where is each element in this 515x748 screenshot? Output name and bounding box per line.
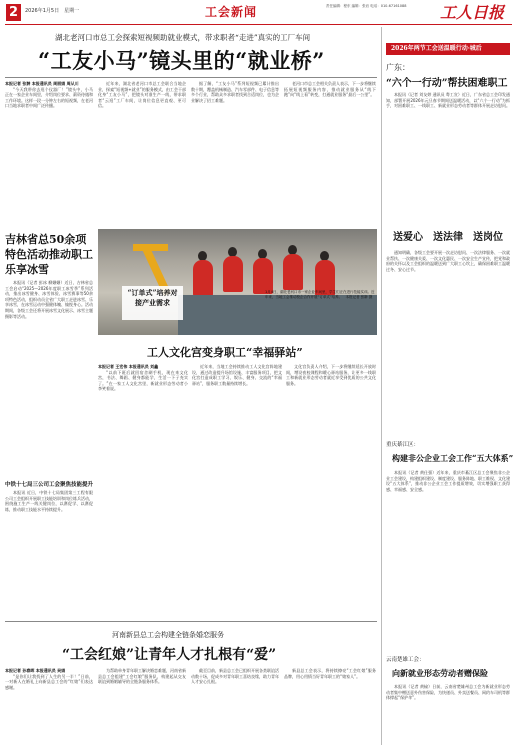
main-article-column (284, 81, 376, 225)
yunnan-article-body (386, 684, 510, 746)
mid-article-column (98, 364, 188, 536)
article-paragraph: 本报讯 近日，中铁十七局集团第三工程有限公司工会组织开展职工技能培训和岗位练兵活动，围绕施工生产一线关键岗位，以赛促学、以赛促练，推动职工技能水平持续提升。 (5, 490, 93, 512)
guangdong-article-body (386, 250, 510, 434)
issue-date: 2026年1月5日 星期一 (25, 8, 80, 14)
worker-figure (283, 254, 303, 290)
main-article-column (5, 81, 93, 225)
mid-article-column (192, 364, 282, 536)
training-workbench (178, 295, 377, 335)
article-paragraph: 本报讯（记者 彭冰 柳姗姗）近日，吉林省总工会启动“2025—2026年度职工冰雪季”系列活动，推出冰雪健身、冰雪体验、冰雪赛事等50余项特色活动，组织动员全省广大职工走进冰雪、乐享冰雪，在冰雪运动中强健体魄、愉悦身心。活动期间，各级工会还将开展冰雪文化展示、冰雪主题摄影等活动。 (5, 280, 93, 319)
article-paragraph: 截至目前，新县总工会已组织开展各类联谊活动数十场，促成多对青年职工喜结良缘，助力青年人才安心扎根。 (191, 668, 279, 685)
yunnan-headline: 向新就业形态劳动者赠保险 (392, 668, 488, 678)
guangdong-article-body (386, 92, 510, 222)
main-article-column (98, 81, 186, 225)
mid-article-column (286, 364, 376, 536)
article-paragraph: 老河口市总工会相关负责人表示，下一步将继续拓展短视频服务内容，推动就业服务从“线下跑”向“线上看”转变，打通就业服务“最后一公里”。 (284, 81, 376, 98)
bottom-article-column (5, 668, 93, 746)
guangdong-kicker: 广东： (386, 63, 410, 72)
article-paragraph: 近年来，湖北省老河口市总工会联合当地企业，探索“短视频+就业”的服务模式，由工会干部化身“工友小马”，把镜头对准生产一线，带求职者“云逛”工厂车间，让岗位信息更直观、更可信。 (98, 81, 186, 109)
article-paragraph: 通知明确，各级工会要开展一次走访慰问、一次法律服务、一次就业帮扶、一次健康关爱、一次文化惠民、一次安全生产宣传，把党和政府的关怀以及工会组织的温暖送到广大职工心坎上，确保困难职工温暖过冬、安心过节。 (386, 250, 510, 272)
zhongtie-headline: 中铁十七局三公司工会聚焦技能提升 (5, 482, 94, 488)
article-paragraph: “今天我带你去逛个仪器厂！”镜头中，小马正在一家企业车间里，介绍岗位要求、薪资待遇和工作环境。这样一段一分钟左右的短视频，在老河口当地求职者中间广泛传播。 (5, 86, 93, 109)
article-paragraph: 本报讯（记者 黄仕强）近年来，重庆市綦江区总工会聚焦非公企业工会建设，构建组织建设、制度建设、服务阵地、职工维权、文化建设“五大体系”，推动非公企业工会工作提质增效，切实增强职工获得感、幸福感、安全感。 (386, 470, 510, 492)
article-paragraph: “以前下班后就回宿舍刷手机，现在来文化宫，书法、舞蹈、健身都能学，生活一下子充实了。”在一家工人文化宫里，新就业形态劳动者小李笑着说。 (98, 369, 188, 392)
worker-figure (223, 256, 243, 292)
bottom-article-column (191, 668, 279, 746)
article-paragraph: 据了解，“工友小马”系列短视频已累计推出数十期，覆盖机械制造、汽车零部件、电子信息等多个行业，帮助众多求职者找到合适岗位，也为企业解决了招工难题。 (191, 81, 279, 103)
masthead-rule (5, 24, 512, 25)
article-paragraph: 本报讯（记者 刘友婷 通讯员 粤工宣）近日，广东省总工会印发通知，部署开展2026年元旦春节期间送温暖活动，以“六个一行动”为抓手，对困难职工、一线职工、新就业形态劳动者等群体开展走访慰问。 (386, 92, 510, 109)
main-byline: 本报记者 张翀 本报通讯员 周丽娟 周从川 (5, 81, 79, 86)
zhongtie-article-body (5, 490, 93, 618)
photo-label: “订单式”培养对接产业需求 (122, 286, 183, 320)
chongqing-kicker: 重庆綦江区： (386, 442, 420, 448)
article-paragraph: 为帮助单身青年职工解决婚恋难题，河南省新县总工会组建“工会红娘”服务队，构建起从交友联谊到婚姻辅导的全链条服务体系。 (98, 668, 186, 685)
masthead (0, 0, 515, 24)
chongqing-headline: 构建非公企业工会工作“五大体系” (392, 453, 514, 463)
worker-figure (193, 260, 213, 296)
series-banner: 2026年两节工会送温暖行动·城后 (386, 43, 510, 55)
bottom-kicker: 河南新县总工会构建全链条婚恋服务 (112, 631, 224, 639)
article-paragraph: 近年来，当地工会持续推动工人文化宫阵地建设，通过改造提升场馆设施、丰富服务项目，把文化宫打造成职工学习、娱乐、健身、交流的“幸福驿站”，服务职工数量持续增长。 (192, 364, 282, 386)
article-paragraph: 文化宫负责人介绍，下一步将继续延长开放时间，增设夜校课程和暖心驿站服务，让更多一线职工和新就业形态劳动者就近享受到优质的公共文化服务。 (286, 364, 376, 386)
section-rule (5, 621, 377, 622)
jilin-article-body (5, 280, 93, 475)
main-headline: “工友小马”镜头里的“就业桥” (38, 48, 325, 73)
page-number: 2 (6, 4, 21, 21)
mid-byline: 本报记者 王宏伟 本报通讯员 刘鑫 (98, 364, 159, 369)
main-article-column (191, 81, 279, 225)
section-title: 工会新闻 (205, 5, 258, 19)
column-divider (381, 27, 382, 745)
main-kicker: 湖北老河口市总工会探索短视频助就业模式，带求职者“走进”真实的工厂车间 (55, 33, 311, 42)
slogan: 送爱心 送法律 送岗位 (393, 232, 503, 243)
worker-figure (253, 258, 273, 294)
headline-rule (5, 77, 377, 78)
photo-caption: 1月4日，湖北老河口市一家企业车间里，学生们正在进行技能实训。近年来，当地工会推动校企合作开展“订单式”培养。 本报记者 张翀 摄 (265, 290, 375, 299)
bottom-article-column (284, 668, 376, 746)
article-paragraph: 本报讯（记者 黄榆）日前，云南省楚雄州总工会为新就业形态劳动者集中赠送意外伤害保险，为快递员、外卖送餐员、网约车司机等群体撑起“保护伞”。 (386, 684, 510, 701)
article-paragraph: 新县总工会表示，将持续擦亮“工会红娘”服务品牌，用心用情当好青年职工的“娘家人”。 (284, 668, 376, 679)
bottom-byline: 本报记者 孙春晖 本报通讯员 吴娟 (5, 668, 66, 673)
newspaper-logo: 工人日报 (440, 3, 505, 22)
bottom-article-column (98, 668, 186, 746)
guangdong-headline: “六个一行动”帮扶困难职工 (386, 78, 508, 89)
mid-headline: 工人文化宫变身职工“幸福驿站” (147, 346, 303, 359)
editor-info: 责任编辑：程东 编辑：张岩 电话：010-67161088 (326, 4, 407, 8)
chongqing-article-body (386, 470, 510, 650)
article-paragraph: “是你们让我找到了人生的另一半！”日前，一对新人在婚礼上向新县总工会的“红娘”们表达感谢。 (5, 673, 93, 690)
jilin-headline: 吉林省总50余项特色活动推动职工乐享冰雪 (5, 233, 93, 276)
bottom-headline: “工会红娘”让青年人才扎根有“爱” (62, 647, 277, 663)
yunnan-kicker: 云南楚雄工会： (386, 657, 425, 663)
robot-arm (133, 244, 168, 251)
